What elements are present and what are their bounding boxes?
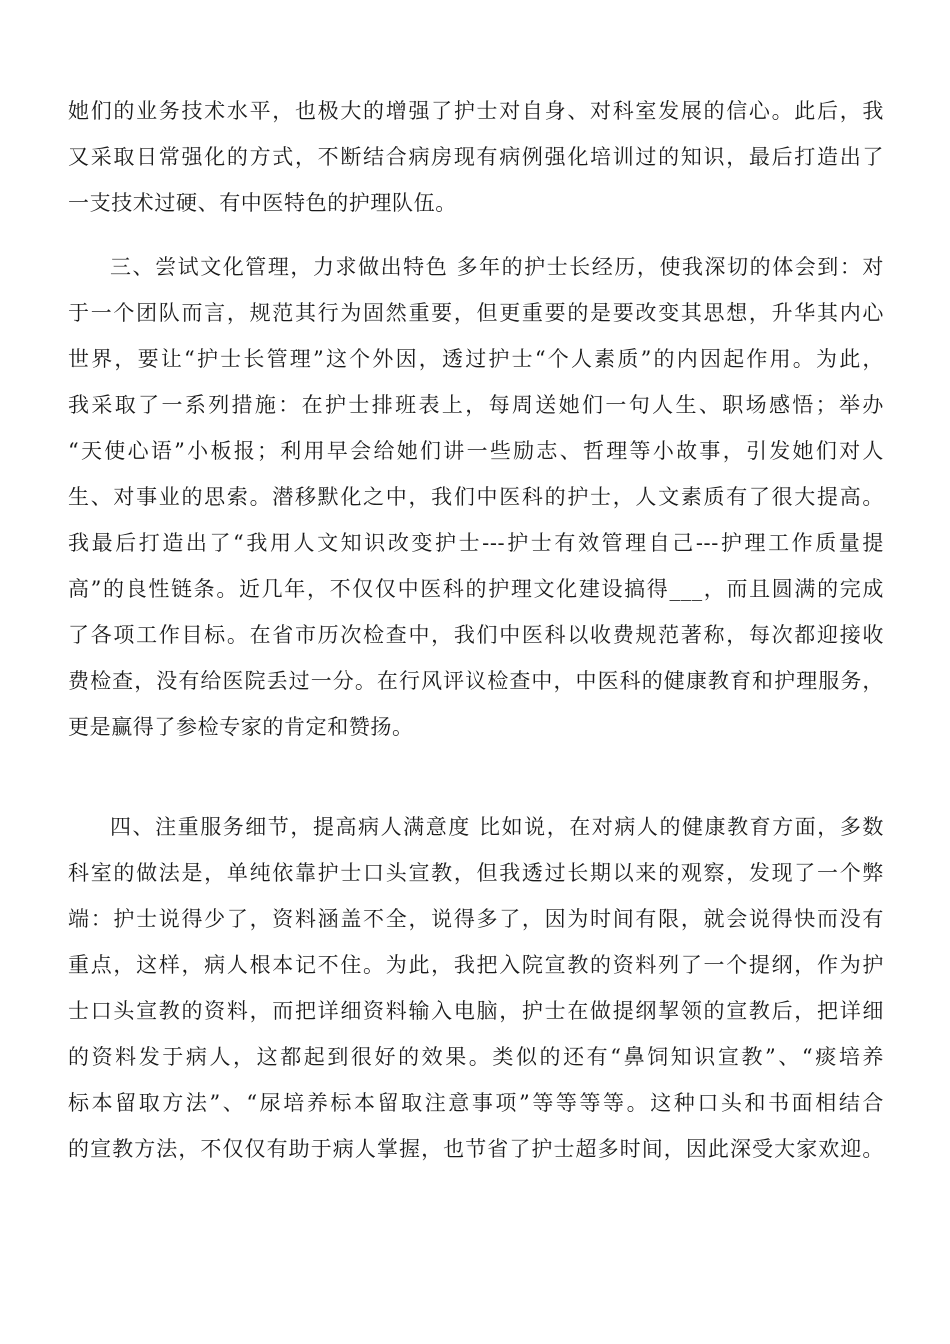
paragraph-culture-management bbox=[68, 244, 884, 750]
text-line: 高”的良性链条。近几年，不仅仅中医科的护理文化建设搞得___，而且圆满的完成 bbox=[68, 577, 884, 601]
text-line: 端：护士说得少了，资料涵盖不全，说得多了，因为时间有限，就会说得快而没有 bbox=[68, 907, 884, 931]
text-line: 四、注重服务细节，提高病人满意度 比如说，在对病人的健康教育方面，多数 bbox=[110, 815, 884, 839]
text-line: 士口头宣教的资料，而把详细资料输入电脑，护士在做提纲挈领的宣教后，把详细 bbox=[68, 999, 884, 1023]
text-line: 世界，要让“护士长管理”这个外因，透过护士“个人素质”的内因起作用。为此， bbox=[68, 347, 884, 371]
text-line: 了各项工作目标。在省市历次检查中，我们中医科以收费规范著称，每次都迎接收 bbox=[68, 623, 884, 647]
text-line: 更是赢得了参检专家的肯定和赞扬。 bbox=[68, 715, 414, 739]
text-line: 重点，这样，病人根本记不住。为此，我把入院宣教的资料列了一个提纲，作为护 bbox=[68, 953, 884, 977]
text-line: 又采取日常强化的方式，不断结合病房现有病例强化培训过的知识，最后打造出了 bbox=[68, 145, 884, 169]
text-line: 于一个团队而言，规范其行为固然重要，但更重要的是要改变其思想，升华其内心 bbox=[68, 301, 884, 325]
text-line: “天使心语”小板报；利用早会给她们讲一些励志、哲理等小故事，引发她们对人 bbox=[68, 439, 884, 463]
paragraph-service-details bbox=[68, 804, 884, 1172]
paragraph-continuation bbox=[68, 88, 884, 226]
text-line: 我采取了一系列措施：在护士排班表上，每周送她们一句人生、职场感悟；举办 bbox=[68, 393, 884, 417]
text-line: 三、尝试文化管理，力求做出特色 多年的护士长经历，使我深切的体会到：对 bbox=[110, 255, 884, 279]
text-line: 费检查，没有给医院丢过一分。在行风评议检查中，中医科的健康教育和护理服务， bbox=[68, 669, 884, 693]
text-line: 科室的做法是，单纯依靠护士口头宣教，但我透过长期以来的观察，发现了一个弊 bbox=[68, 861, 884, 885]
text-line: 的资料发于病人，这都起到很好的效果。类似的还有“鼻饲知识宣教”、“痰培养 bbox=[68, 1045, 884, 1069]
text-line: 一支技术过硬、有中医特色的护理队伍。 bbox=[68, 191, 457, 215]
text-line: 的宣教方法，不仅仅有助于病人掌握，也节省了护士超多时间，因此深受大家欢迎。 bbox=[68, 1137, 884, 1161]
text-line: 标本留取方法”、“尿培养标本留取注意事项”等等等等。这种口头和书面相结合 bbox=[68, 1091, 884, 1115]
text-line: 生、对事业的思索。潜移默化之中，我们中医科的护士，人文素质有了很大提高。 bbox=[68, 485, 884, 509]
text-line: 我最后打造出了“我用人文知识改变护士---护士有效管理自己---护理工作质量提 bbox=[68, 531, 884, 555]
text-line: 她们的业务技术水平，也极大的增强了护士对自身、对科室发展的信心。此后，我 bbox=[68, 99, 884, 123]
